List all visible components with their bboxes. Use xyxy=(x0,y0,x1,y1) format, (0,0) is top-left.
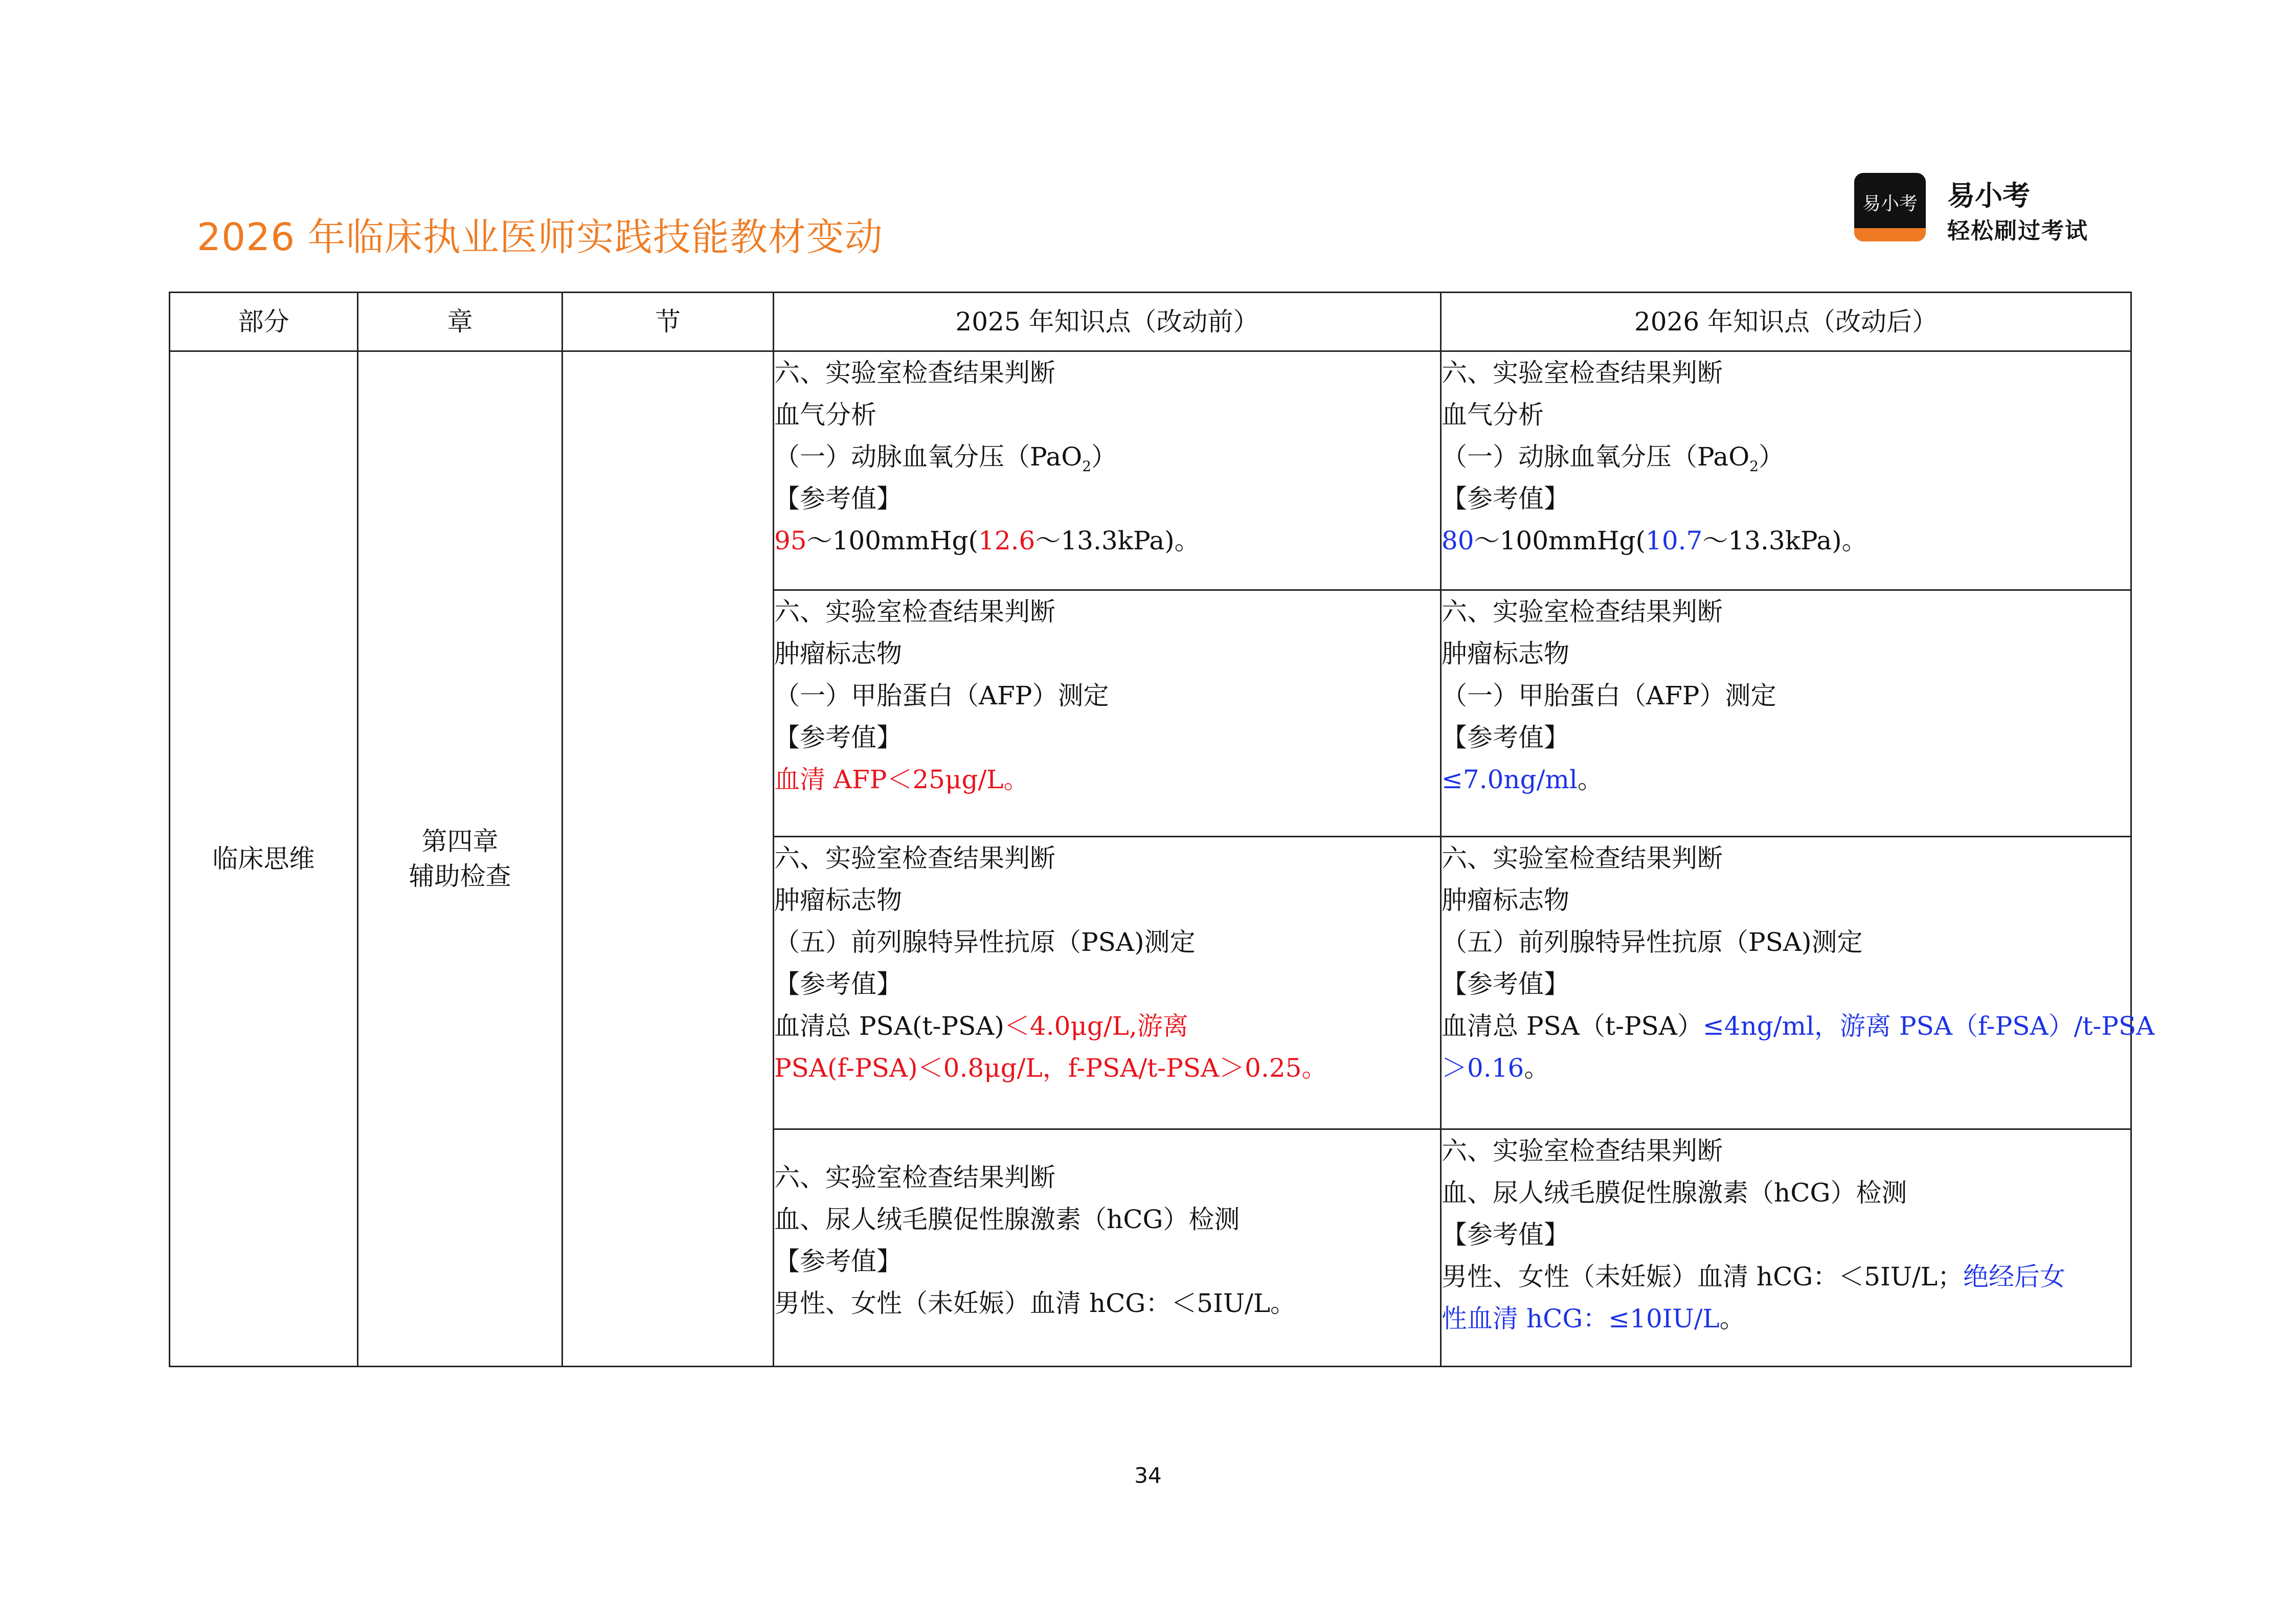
heading: 六、实验室检查结果判断 xyxy=(774,1163,1055,1192)
reference-value-line2: PSA(f-PSA)＜0.8μg/L，f-PSA/t-PSA＞0.25。 xyxy=(774,1053,1327,1083)
after-cell xyxy=(1441,590,2131,837)
heading: 六、实验室检查结果判断 xyxy=(1442,1136,1723,1166)
brand-slogan: 轻松刷过考试 xyxy=(1947,218,2088,244)
reference-value: 男性、女性（未妊娠）血清 hCG：＜5IU/L。 xyxy=(774,1288,1296,1318)
before-cell xyxy=(774,1129,1441,1367)
heading: 六、实验室检查结果判断 xyxy=(1442,597,1723,627)
part-text: 临床思维 xyxy=(212,844,315,874)
reference-value-line1: 血清总 PSA（t-PSA）≤4ng/ml，游离 PSA（f-PSA）/t-PSA xyxy=(1442,1011,2155,1041)
reference-label: 【参考值】 xyxy=(1442,969,1569,999)
after-cell xyxy=(1441,837,2155,1129)
reference-label: 【参考值】 xyxy=(774,484,902,514)
item: （五）前列腺特异性抗原（PSA)测定 xyxy=(1442,927,1863,957)
brand-logo xyxy=(1854,173,1926,241)
reference-label: 【参考值】 xyxy=(774,723,902,752)
topic: 肿瘤标志物 xyxy=(1442,639,1569,669)
item: （一）动脉血氧分压（PaO$_2$） xyxy=(774,442,1117,475)
item: （一）甲胎蛋白（AFP）测定 xyxy=(1442,681,1776,710)
reference-label: 【参考值】 xyxy=(774,1247,902,1276)
table-header-row xyxy=(170,293,2131,351)
heading: 六、实验室检查结果判断 xyxy=(1442,843,1723,873)
reference-value: 血清 AFP＜25μg/L。 xyxy=(774,765,1029,794)
reference-value-line2: 性血清 hCG：≤10IU/L。 xyxy=(1442,1304,1745,1333)
header-2026: 2026 年知识点（改动后） xyxy=(1441,293,2131,351)
reference-value-line2: ＞0.16。 xyxy=(1442,1053,1550,1083)
before-cell xyxy=(774,590,1441,837)
before-cell xyxy=(774,351,1441,590)
reference-label: 【参考值】 xyxy=(1442,723,1569,752)
heading: 六、实验室检查结果判断 xyxy=(774,597,1055,627)
after-cell xyxy=(1441,1129,2131,1367)
topic: 血、尿人绒毛膜促性腺激素（hCG）检测 xyxy=(1442,1178,1907,1208)
heading: 六、实验室检查结果判断 xyxy=(1442,358,1723,388)
item: （五）前列腺特异性抗原（PSA)测定 xyxy=(774,927,1196,957)
topic: 血、尿人绒毛膜促性腺激素（hCG）检测 xyxy=(774,1205,1240,1234)
chapter-cell xyxy=(358,351,562,1367)
topic: 肿瘤标志物 xyxy=(774,639,902,669)
reference-value-line1: 男性、女性（未妊娠）血清 hCG：＜5IU/L；绝经后女 xyxy=(1442,1262,2066,1292)
heading: 六、实验室检查结果判断 xyxy=(774,358,1055,388)
reference-value: ≤7.0ng/ml。 xyxy=(1442,765,1603,794)
heading: 六、实验室检查结果判断 xyxy=(774,843,1055,873)
topic: 血气分析 xyxy=(774,400,876,430)
table-row xyxy=(170,351,2131,590)
topic: 肿瘤标志物 xyxy=(774,885,902,915)
logo-text: 易小考 xyxy=(1862,193,1918,214)
header-chapter: 章 xyxy=(358,293,562,351)
reference-label: 【参考值】 xyxy=(1442,484,1569,514)
topic: 血气分析 xyxy=(1442,400,1544,430)
item: （一）甲胎蛋白（AFP）测定 xyxy=(774,681,1109,710)
changes-table xyxy=(169,292,2155,1367)
page-number: 34 xyxy=(1134,1463,1162,1488)
reference-value-line1: 血清总 PSA(t-PSA)＜4.0μg/L,游离 xyxy=(774,1011,1188,1041)
logo-accent-bar xyxy=(1854,228,1926,241)
reference-label: 【参考值】 xyxy=(774,969,902,999)
page-title: 2026 年临床执业医师实践技能教材变动 xyxy=(197,215,883,259)
header-2025: 2025 年知识点（改动前） xyxy=(774,293,1441,351)
after-cell xyxy=(1441,351,2131,590)
brand-name: 易小考 xyxy=(1947,180,2030,212)
chapter-number: 第四章 xyxy=(421,827,499,856)
item: （一）动脉血氧分压（PaO$_2$） xyxy=(1442,442,1785,475)
header-part: 部分 xyxy=(170,293,358,351)
reference-label: 【参考值】 xyxy=(1442,1220,1569,1250)
section-cell xyxy=(562,351,774,1367)
before-cell xyxy=(774,837,1441,1129)
topic: 肿瘤标志物 xyxy=(1442,885,1569,915)
header-section: 节 xyxy=(562,293,774,351)
reference-value: 95～100mmHg(12.6～13.3kPa)。 xyxy=(774,526,1200,555)
part-cell xyxy=(170,351,358,1367)
chapter-title: 辅助检查 xyxy=(409,861,511,891)
reference-value: 80～100mmHg(10.7～13.3kPa)。 xyxy=(1442,526,1867,555)
